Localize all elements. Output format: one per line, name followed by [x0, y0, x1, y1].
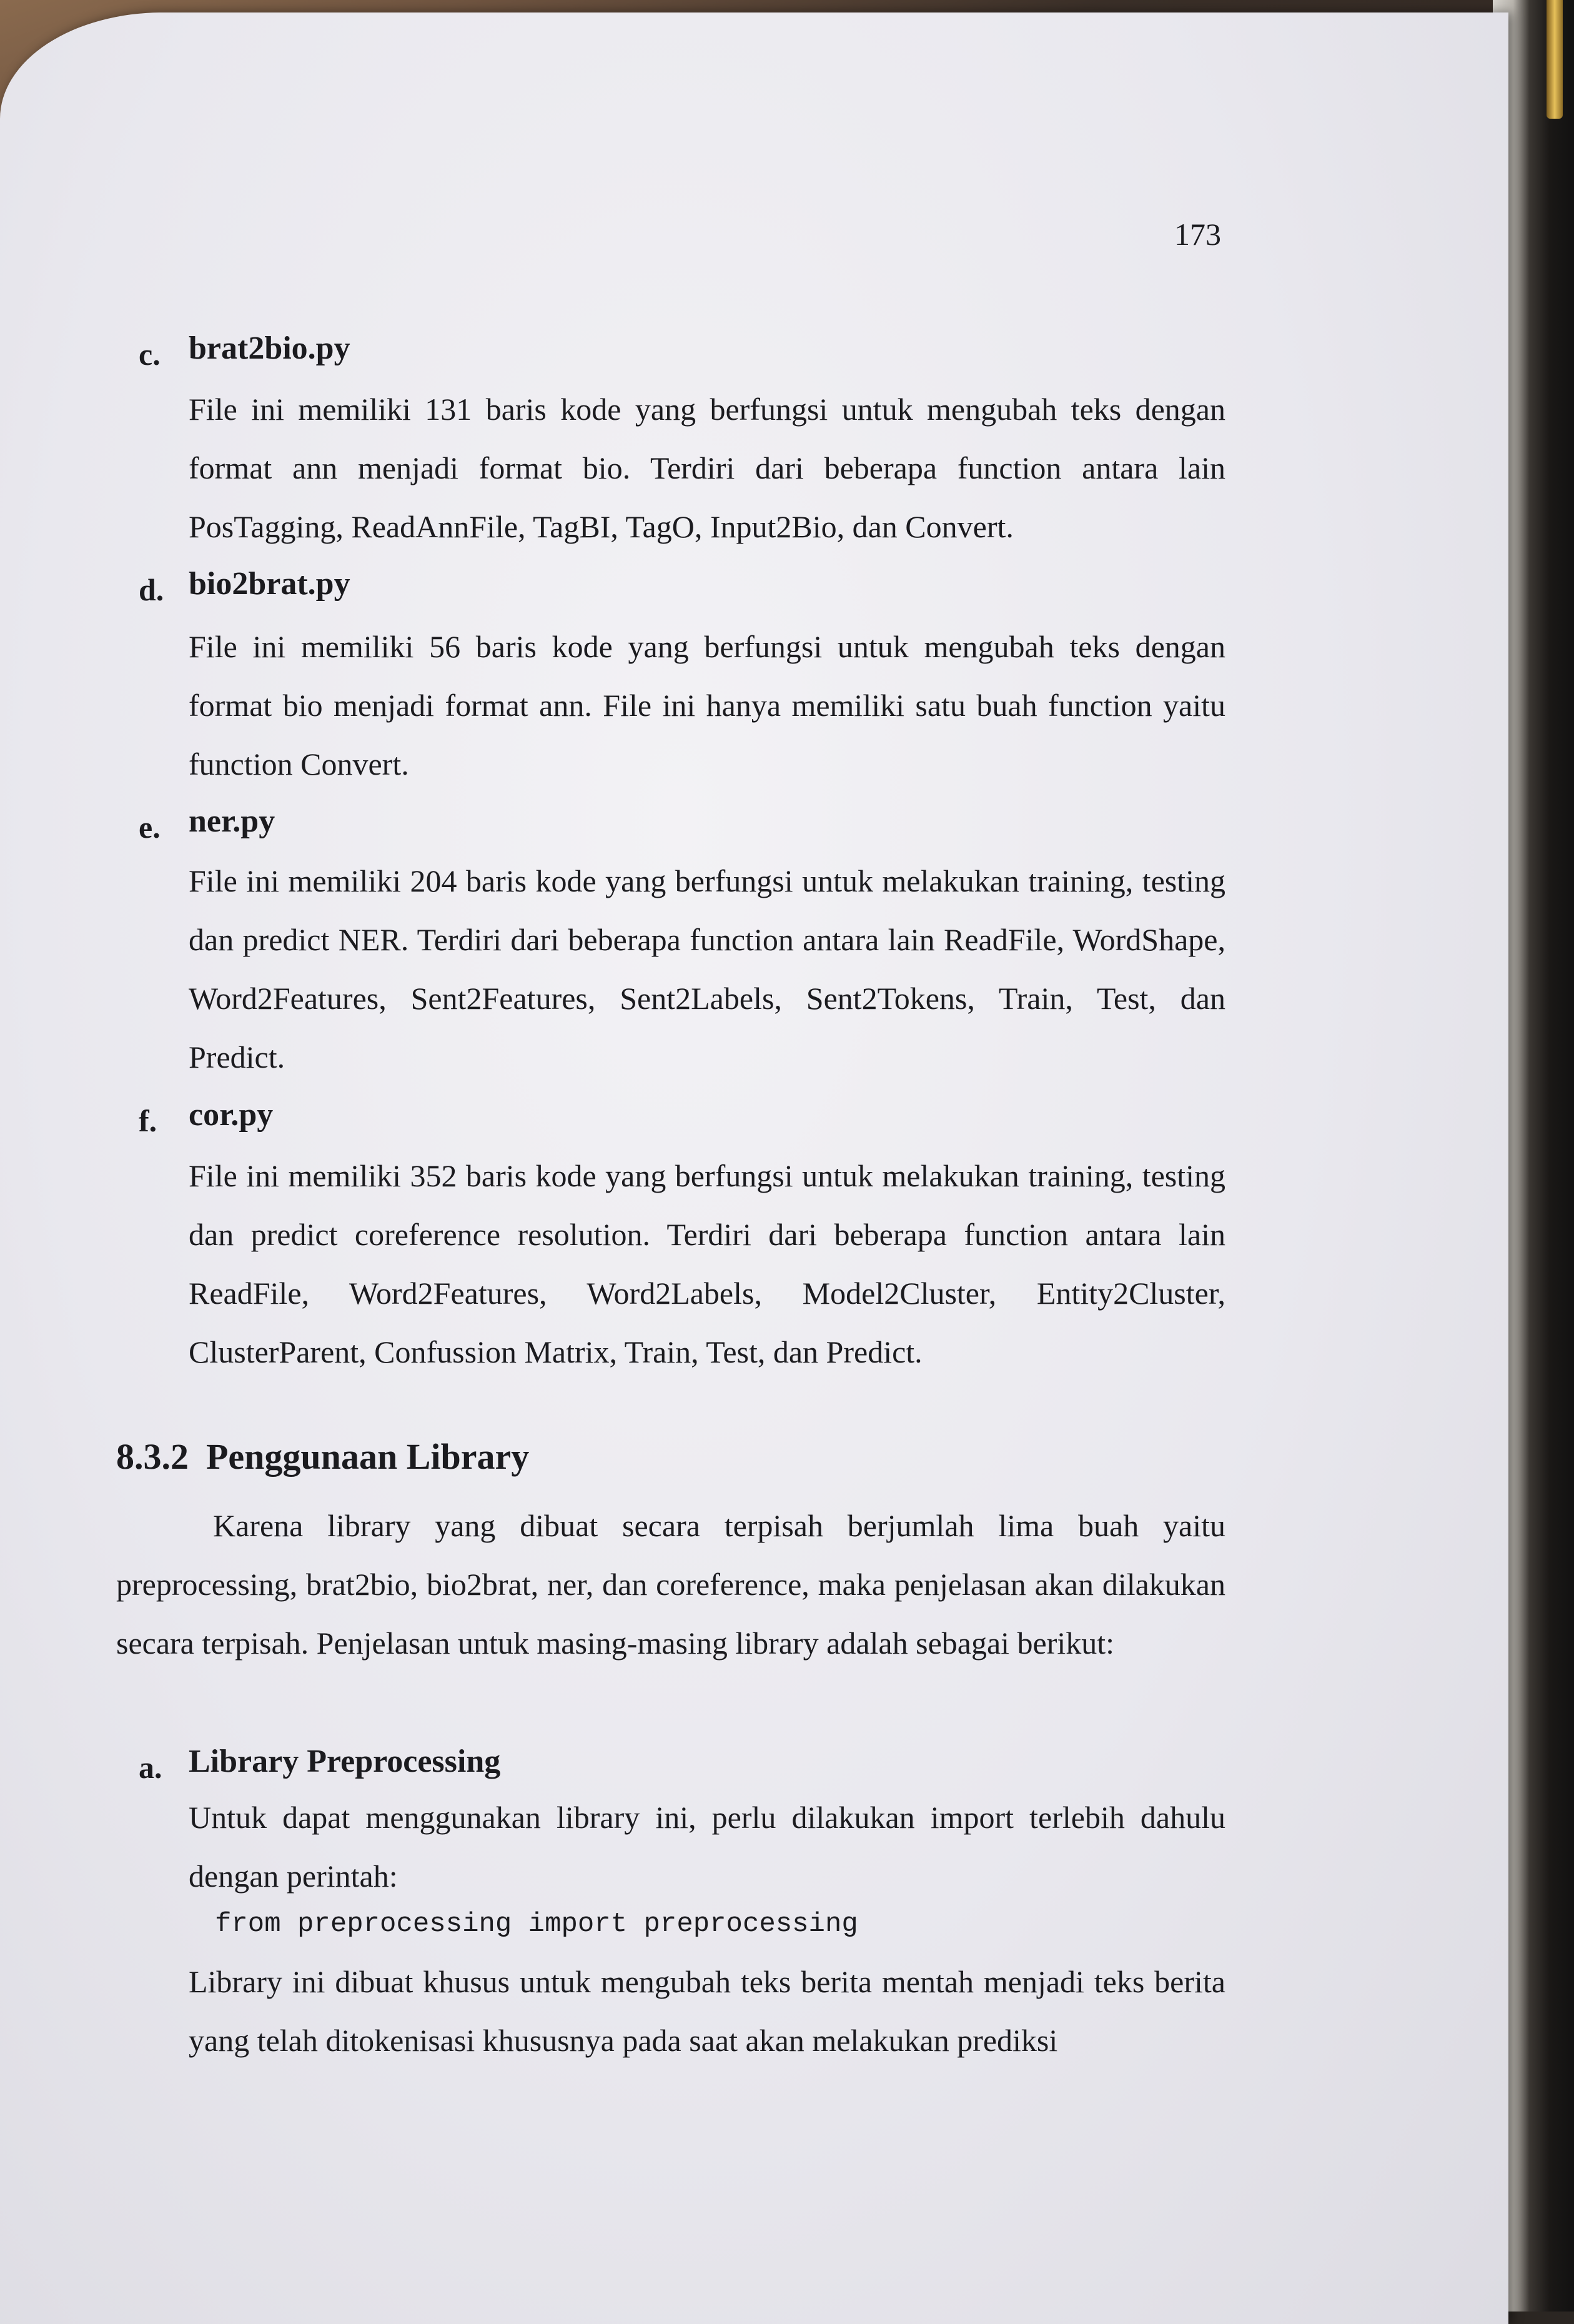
item-text-brat2bio: File ini memiliki 131 baris kode yang berfungsi untuk mengubah teks dengan format ann menjadi format bio. Terdiri dari beberapa function antara lain PosTagging, ReadAnnFile, TagBI, TagO, Input2Bio, dan Convert. [189, 392, 1225, 544]
item-title-bio2brat: bio2brat.py [189, 566, 350, 602]
binder-clip [1547, 0, 1563, 119]
sub-item-text-after-code: Library ini dibuat khusus untuk mengubah teks berita mentah menjadi teks berita yang telah ditokenisasi khususnya pada saat akan melakukan prediksi [189, 1964, 1225, 2058]
section-title: Penggunaan Library [206, 1436, 530, 1477]
page-number: 173 [1174, 217, 1221, 252]
sub-item-letter-a: a. [139, 1750, 162, 1785]
item-title-ner: ner.py [189, 803, 275, 839]
item-letter-f: f. [139, 1103, 157, 1138]
section-heading [116, 1436, 529, 1477]
item-text-ner: File ini memiliki 204 baris kode yang berfungsi untuk melakukan training, testing dan predict NER. Terdiri dari beberapa function antara lain ReadFile, WordShape, Word2Features, Sent2Features, Sent2Labels, Sent2Tokens, Train, Test, dan Predict. [189, 863, 1225, 1075]
item-text-bio2brat: File ini memiliki 56 baris kode yang berfungsi untuk mengubah teks dengan format bio menjadi format ann. File ini hanya memiliki satu buah function yaitu function Convert. [189, 629, 1225, 782]
section-intro: Karena library yang dibuat secara terpisah berjumlah lima buah yaitu preprocessing, brat2bio, bio2brat, ner, dan coreference, maka penjelasan akan dilakukan secara terpisah. Penjelasan untuk masing-masing library adalah sebagai berikut: [116, 1508, 1225, 1661]
sub-item-title: Library Preprocessing [189, 1744, 501, 1779]
section-number: 8.3.2 [116, 1436, 189, 1477]
book-page [0, 12, 1508, 2324]
item-text-cor: File ini memiliki 352 baris kode yang berfungsi untuk melakukan training, testing dan predict coreference resolution. Terdiri dari beberapa function antara lain ReadFile, Word2Features, Word2Labels, Model2Cluster, Entity2Cluster, ClusterParent, Confussion Matrix, Train, Test, dan Predict. [189, 1158, 1225, 1369]
item-letter-d: d. [139, 572, 164, 607]
item-letter-c: c. [139, 337, 161, 372]
sub-item-text-before-code: Untuk dapat menggunakan library ini, perlu dilakukan import terlebih dahulu dengan perintah: [189, 1800, 1225, 1894]
item-letter-e: e. [139, 810, 161, 845]
item-title-brat2bio: brat2bio.py [189, 330, 350, 366]
item-title-cor: cor.py [189, 1097, 274, 1133]
import-code: from preprocessing import preprocessing [215, 1909, 858, 1940]
